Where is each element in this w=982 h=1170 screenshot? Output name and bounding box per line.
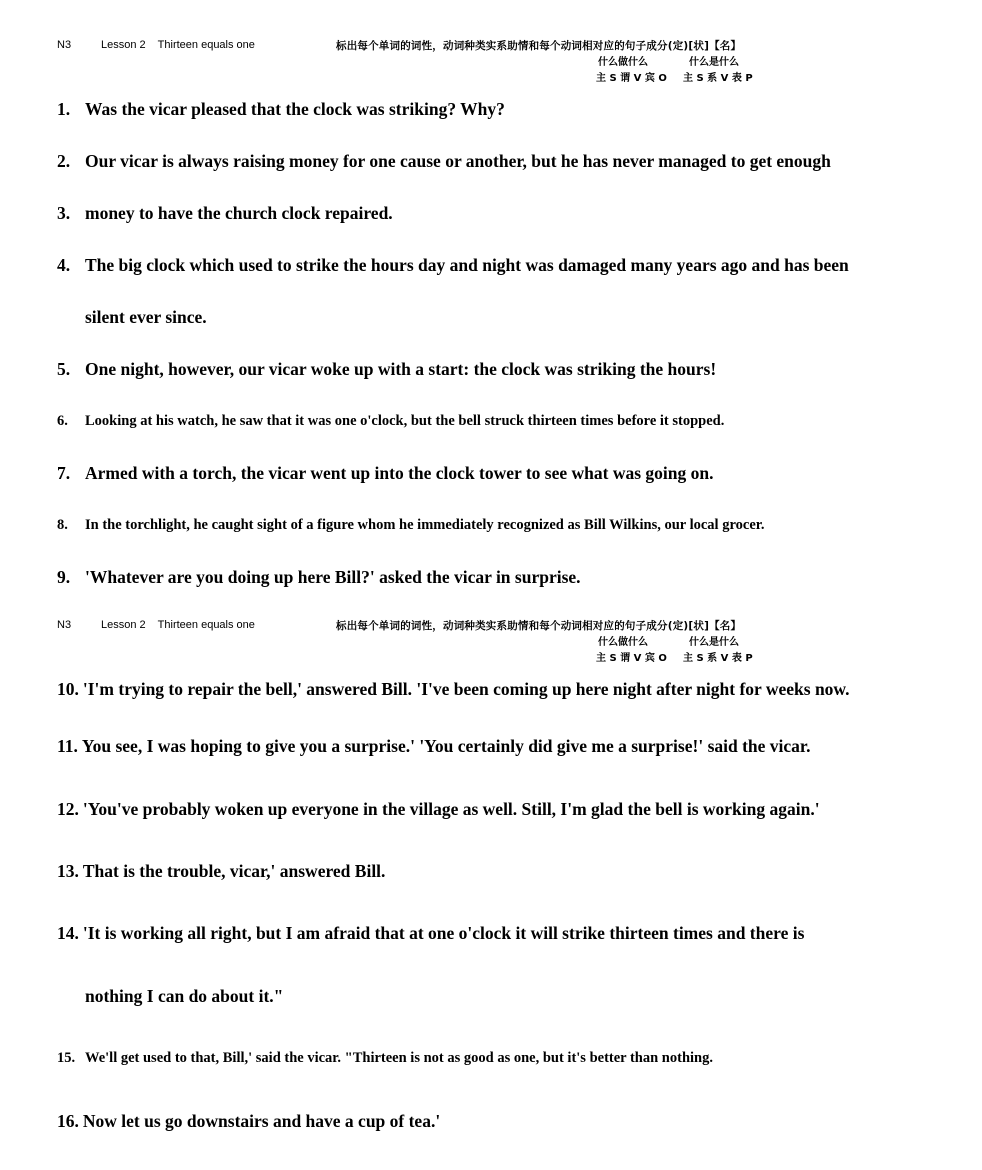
- line-number: 12.: [57, 799, 79, 819]
- lesson-title: Lesson 2 Thirteen equals one: [101, 39, 255, 51]
- line-number: 15.: [57, 1050, 76, 1066]
- pattern-hint-svp: 什么是什么: [689, 57, 739, 68]
- line-text: You see, I was hoping to give you a surprise.' 'You certainly did give me a surprise!' said the vicar.: [81, 736, 811, 756]
- sentence-line: [57, 738, 967, 756]
- pattern-hint-svo: 什么做什么: [598, 57, 648, 68]
- pattern-svo: 主 S 谓 V 宾 O: [596, 653, 667, 664]
- page-header: [0, 619, 982, 669]
- line-number: 6.: [57, 413, 68, 429]
- line-number: 5.: [57, 359, 71, 379]
- sentence-line: [57, 361, 967, 379]
- pattern-hint-svo: 什么做什么: [598, 637, 648, 648]
- line-number: 14.: [57, 923, 79, 943]
- page-header: [0, 39, 982, 89]
- line-text: 'Whatever are you doing up here Bill?' asked the vicar in surprise.: [85, 567, 581, 587]
- level-label: N3: [57, 619, 72, 631]
- line-text: 'You've probably woken up everyone in the village as well. Still, I'm glad the bell is working again.': [82, 799, 820, 819]
- lesson-title: Lesson 2 Thirteen equals one: [101, 619, 255, 631]
- line-number: 1.: [57, 99, 71, 119]
- line-number: 13.: [57, 861, 79, 881]
- line-text: Armed with a torch, the vicar went up into the clock tower to see what was going on.: [85, 463, 714, 483]
- line-text: money to have the church clock repaired.: [85, 203, 393, 223]
- sentence-continuation: silent ever since.: [85, 307, 207, 327]
- line-text: The big clock which used to strike the hours day and night was damaged many years ago and has been: [85, 255, 849, 275]
- line-text: Looking at his watch, he saw that it was one o'clock, but the bell struck thirteen times before it stopped.: [85, 413, 725, 429]
- sentence-line: [57, 569, 967, 587]
- pattern-svp: 主 S 系 V 表 P: [683, 653, 753, 664]
- pattern-svp: 主 S 系 V 表 P: [683, 73, 753, 84]
- line-number: 10.: [57, 679, 79, 699]
- line-text: Our vicar is always raising money for one cause or another, but he has never managed to get enough: [85, 151, 831, 171]
- instruction-text: 标出每个单词的词性，动词种类实系助情和每个动词相对应的句子成分(定)[状]【名】: [336, 620, 742, 632]
- line-text: We'll get used to that, Bill,' said the vicar. "Thirteen is not as good as one, but it's better than nothing.: [85, 1050, 713, 1066]
- level-label: N3: [57, 39, 72, 51]
- sentence-line: [57, 153, 967, 171]
- pattern-svo: 主 S 谓 V 宾 O: [596, 73, 667, 84]
- line-text: That is the trouble, vicar,' answered Bill.: [82, 861, 386, 881]
- line-text: 'I'm trying to repair the bell,' answered Bill. 'I've been coming up here night after night for weeks now.: [82, 679, 850, 699]
- pattern-hint-svp: 什么是什么: [689, 637, 739, 648]
- line-text: Now let us go downstairs and have a cup of tea.': [82, 1111, 441, 1131]
- sentence-line: [57, 863, 967, 881]
- line-number: 3.: [57, 203, 71, 223]
- sentence-line: [57, 801, 967, 819]
- line-number: 16.: [57, 1111, 79, 1131]
- sentence-line: [57, 1113, 967, 1131]
- line-number: 11.: [57, 736, 78, 756]
- line-text: 'It is working all right, but I am afraid that at one o'clock it will strike thirteen times and there is: [82, 923, 805, 943]
- line-text: Was the vicar pleased that the clock was striking? Why?: [85, 99, 505, 119]
- sentence-line: [57, 518, 967, 533]
- line-number: 2.: [57, 151, 71, 171]
- sentence-line: [57, 414, 967, 429]
- sentence-line: [57, 257, 967, 275]
- line-number: 9.: [57, 567, 71, 587]
- sentence-continuation: nothing I can do about it.": [85, 986, 284, 1006]
- sentence-line: [57, 925, 967, 943]
- sentence-line: [57, 101, 967, 119]
- line-text: One night, however, our vicar woke up with a start: the clock was striking the hours!: [85, 359, 717, 379]
- instruction-text: 标出每个单词的词性，动词种类实系助情和每个动词相对应的句子成分(定)[状]【名】: [336, 40, 742, 52]
- line-number: 4.: [57, 255, 71, 275]
- sentence-line: [57, 205, 967, 223]
- sentence-line: [57, 465, 967, 483]
- line-text: In the torchlight, he caught sight of a figure whom he immediately recognized as Bill Wilkins, our local grocer.: [85, 517, 765, 533]
- sentence-line: [57, 681, 967, 699]
- line-number: 8.: [57, 517, 68, 533]
- line-number: 7.: [57, 463, 71, 483]
- sentence-line: [57, 1051, 967, 1066]
